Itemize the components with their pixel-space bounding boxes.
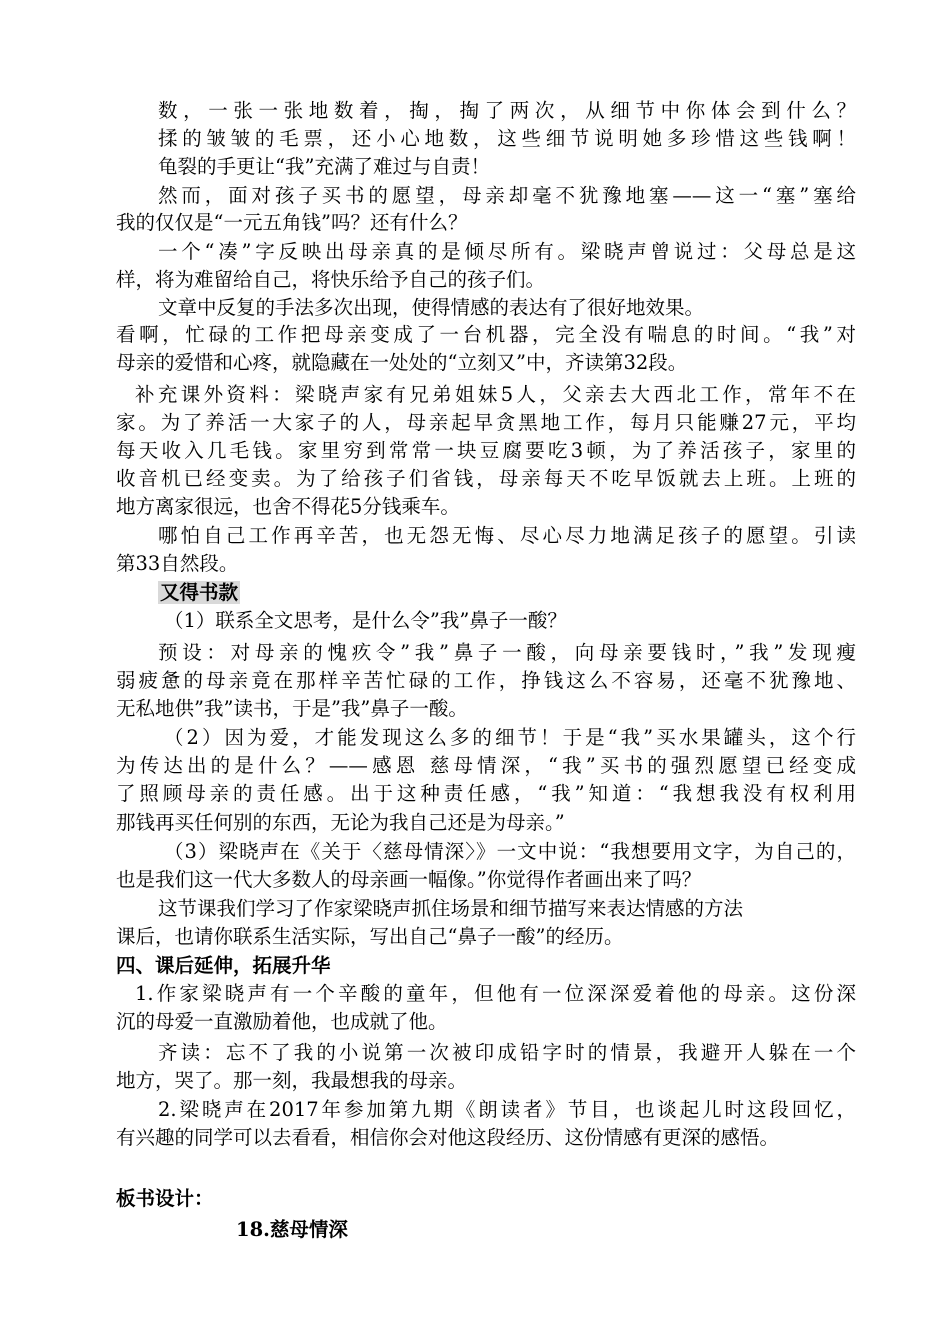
text-line: 家。为了养活一大家子的人，母亲起早贪黑地工作，每月只能赚27元，平均	[116, 411, 856, 434]
text-line: 数，一张一张地数着，掏，掏了两次，从细节中你体会到什么？	[158, 99, 856, 122]
text-line: 收音机已经变卖。为了给孩子们省钱，母亲每天不吃早饭就去上班。上班的	[116, 467, 856, 490]
board-design-label: 板书设计：	[116, 1187, 214, 1210]
text-line: 这节课我们学习了作家梁晓声抓住场景和细节描写来表达情感的方法	[158, 897, 744, 920]
subheading-line	[158, 580, 856, 606]
text-line: 齐读：忘不了我的小说第一次被印成铅字时的情景，我避开人躲在一个	[158, 1041, 856, 1064]
text-line: 无私地供”我”读书，于是”我”鼻子一酸。	[116, 697, 468, 720]
section-heading: 四、课后延伸，拓展升华	[116, 954, 331, 977]
text-line: 预设：对母亲的愧疚令”我”鼻子一酸，向母亲要钱时，”我”发现瘦	[158, 641, 856, 664]
text-line: 1.作家梁晓声有一个辛酸的童年，但他有一位深深爱着他的母亲。这份深	[135, 982, 856, 1005]
highlighted-subheading: 又得书款	[160, 581, 239, 604]
text-line: 样，将为难留给自己，将快乐给予自己的孩子们。	[116, 268, 546, 291]
text-line: （3）梁晓声在《关于〈慈母情深〉》一文中说：“我想要用文字，为自己的，	[164, 840, 856, 863]
text-line: 为传达出的是什么？——感恩 慈母情深，“我”买书的强烈愿望已经变成	[116, 754, 856, 777]
text-line: 了照顾母亲的责任感。出于这种责任感，“我”知道：“我想我没有权利用	[116, 782, 856, 805]
text-line: 母亲的爱惜和心疼，就隐藏在一处处的“立刻又”中，齐读第32段。	[116, 351, 688, 374]
text-line: 第33自然段。	[116, 552, 239, 575]
text-line: 沉的母爱一直激励着他，也成就了他。	[116, 1010, 448, 1033]
text-line: 文章中反复的手法多次出现，使得情感的表达有了很好地效果。	[158, 296, 705, 319]
text-line: 弱疲惫的母亲竟在那样辛苦忙碌的工作，挣钱这么不容易，还毫不犹豫地、	[116, 669, 856, 692]
text-line: 我的仅仅是“一元五角钱”吗？还有什么？	[116, 211, 468, 234]
text-line: 哪怕自己工作再辛苦，也无怨无悔、尽心尽力地满足孩子的愿望。引读	[158, 524, 856, 547]
text-line: 补充课外资料：梁晓声家有兄弟姐妹5人，父亲去大西北工作，常年不在	[135, 383, 856, 406]
text-line: 地方离家很远，也舍不得花5分钱乘车。	[116, 495, 460, 518]
text-line: 然而，面对孩子买书的愿望，母亲却毫不犹豫地塞——这一“塞”塞给	[158, 184, 856, 207]
text-line: 那钱再买任何别的东西，无论为我自己还是为母亲。”	[116, 811, 565, 834]
text-line: 2.梁晓声在2017年参加第九期《朗读者》节目，也谈起儿时这段回忆，	[158, 1098, 856, 1121]
text-line: 地方，哭了。那一刻，我最想我的母亲。	[116, 1069, 468, 1092]
text-line: （1）联系全文思考，是什么令”我”鼻子一酸？	[164, 609, 567, 632]
text-line: 龟裂的手更让“我”充满了难过与自责！	[158, 155, 490, 178]
text-line: 揉的皱皱的毛票，还小心地数，这些细节说明她多珍惜这些钱啊！	[158, 127, 856, 150]
text-line: 每天收入几毛钱。家里穷到常常一块豆腐要吃3顿，为了养活孩子，家里的	[116, 439, 856, 462]
text-line: 也是我们这一代大多数人的母亲画一幅像。”你觉得作者画出来了吗？	[116, 868, 702, 891]
board-design-title: 18.慈母情深	[236, 1218, 348, 1241]
text-line: 有兴趣的同学可以去看看，相信你会对他这段经历、这份情感有更深的感悟。	[116, 1126, 780, 1149]
text-line: 一个“凑”字反映出母亲真的是倾尽所有。梁晓声曾说过：父母总是这	[158, 240, 856, 263]
text-line: 看啊，忙碌的工作把母亲变成了一台机器，完全没有喘息的时间。“我”对	[116, 323, 856, 346]
text-line: 课后，也请你联系生活实际，写出自己“鼻子一酸”的经历。	[116, 925, 624, 948]
text-line: （2）因为爱，才能发现这么多的细节！于是“我”买水果罐头，这个行	[164, 726, 856, 749]
